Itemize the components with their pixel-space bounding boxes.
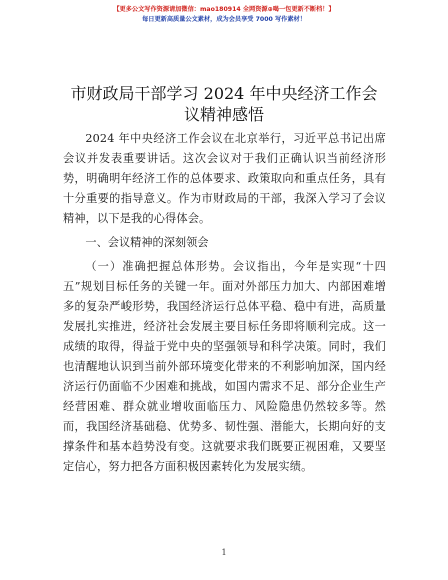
page-number: 1 [221, 548, 227, 557]
promo-banner-line-2: 每日更新高质量公文素材，成为会员享受 7000 写作素材！ [142, 16, 306, 23]
document-title: 市财政局干部学习 2024 年中央经济工作会议精神感悟 [70, 84, 378, 124]
promo-banner-line-1: 【更多公文写作资源请加微信：mao180914 全网资源⊕喝一包更新不断档！】 [113, 6, 335, 13]
section-heading: 一、会议精神的深刻领会 [85, 236, 209, 249]
document-body [63, 129, 386, 477]
body-paragraph: （一）准确把握总体形势。会议指出，今年是实现“十四五”规划目标任务的关键一年。面对外部压力加大、内部困难增多的复杂严峻形势，我国经济运行总体平稳、稳中有进，高质量发展扎实推进，经济社会发展主要目标任务即将顺利完成。这一成绩的取得，得益于党中央的坚强领导和科学决策。同时，我们也清醒地认识到当前外部环境变化带来的不利影响加深，国内经济运行仍面临不少困难和挑战，如国内需求不足、部分企业生产经营困难、群众就业增收面临压力、风险隐患仍然较多等。然而，我国经济基础稳、优势多、韧性强、潜能大，长期向好的支撑条件和基本趋势没有变。这就要求我们既要正视困难，又要坚定信心，努力把各方面积极因素转化为发展实绩。 [63, 260, 386, 473]
intro-paragraph: 2024 年中央经济工作会议在北京举行，习近平总书记出席会议并发表重要讲话。这次会议对于我们正确认识当前经济形势，明确明年经济工作的总体要求、政策取向和重点任务，具有十分重要的指导意义。作为市财政局的干部，我深入学习了会议精神，以下是我的心得体会。 [63, 132, 386, 225]
promo-banner [0, 5, 448, 25]
